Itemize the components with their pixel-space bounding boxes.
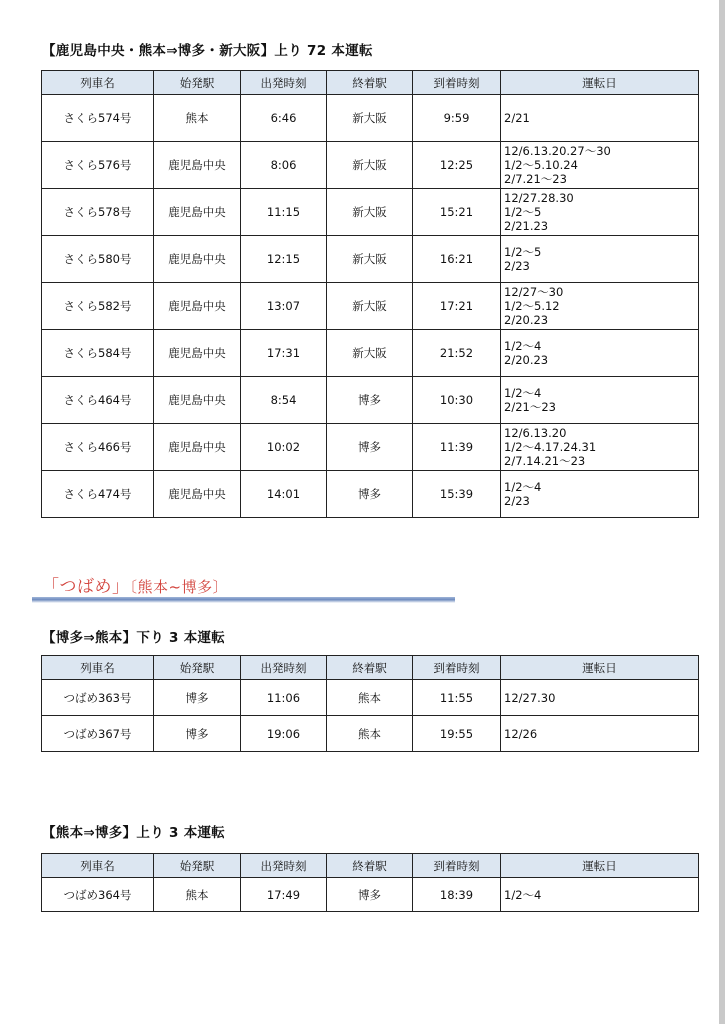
operation-day-line: 1/2～4.17.24.31 — [504, 440, 597, 454]
operation-day-line: 2/21.23 — [504, 219, 549, 233]
operation-day-line: 1/2～4 — [504, 386, 542, 400]
table-row — [42, 377, 699, 424]
operation-days-cell — [501, 424, 699, 471]
origin-cell: 熊本 — [154, 95, 241, 142]
col-arrival: 到着時刻 — [413, 656, 501, 680]
operation-days-cell — [501, 283, 699, 330]
destination-cell: 熊本 — [327, 680, 413, 716]
table-header-row — [42, 656, 699, 680]
departure-cell: 6:46 — [241, 95, 327, 142]
arrival-cell: 9:59 — [413, 95, 501, 142]
destination-cell: 博多 — [327, 471, 413, 518]
timetable-tsubame-nobori — [41, 853, 699, 912]
origin-cell: 鹿児島中央 — [154, 424, 241, 471]
arrival-cell: 18:39 — [413, 878, 501, 912]
col-departure: 出発時刻 — [241, 71, 327, 95]
operation-days-cell — [501, 330, 699, 377]
origin-cell: 熊本 — [154, 878, 241, 912]
destination-cell: 新大阪 — [327, 189, 413, 236]
departure-cell: 8:06 — [241, 142, 327, 189]
arrival-cell: 19:55 — [413, 716, 501, 752]
operation-day-line: 12/27～30 — [504, 285, 564, 299]
tsubame-subtitle: 〔熊本~博多〕 — [129, 578, 229, 596]
table-row — [42, 189, 699, 236]
operation-day-line: 2/23 — [504, 494, 530, 508]
operation-day-line: 1/2～5 — [504, 245, 542, 259]
arrival-cell: 15:21 — [413, 189, 501, 236]
operation-day-line: 1/2～5.12 — [504, 299, 560, 313]
arrival-cell: 15:39 — [413, 471, 501, 518]
operation-days-cell — [501, 878, 699, 912]
arrival-cell: 17:21 — [413, 283, 501, 330]
train-name-cell: さくら466号 — [42, 424, 154, 471]
col-train-name: 列車名 — [42, 854, 154, 878]
col-arrival: 到着時刻 — [413, 71, 501, 95]
origin-cell: 鹿児島中央 — [154, 283, 241, 330]
departure-cell: 13:07 — [241, 283, 327, 330]
table-row — [42, 878, 699, 912]
origin-cell: 鹿児島中央 — [154, 189, 241, 236]
departure-cell: 10:02 — [241, 424, 327, 471]
table-row — [42, 716, 699, 752]
table-row — [42, 424, 699, 471]
operation-day-line: 12/6.13.20 — [504, 426, 567, 440]
arrival-cell: 16:21 — [413, 236, 501, 283]
origin-cell: 鹿児島中央 — [154, 236, 241, 283]
destination-cell: 博多 — [327, 878, 413, 912]
operation-day-line: 12/27.28.30 — [504, 191, 574, 205]
train-name-cell: つばめ363号 — [42, 680, 154, 716]
operation-days-cell — [501, 680, 699, 716]
col-destination: 終着駅 — [327, 71, 413, 95]
departure-cell: 17:31 — [241, 330, 327, 377]
train-name-cell: さくら582号 — [42, 283, 154, 330]
operation-days-cell — [501, 716, 699, 752]
destination-cell: 新大阪 — [327, 236, 413, 283]
operation-days-cell — [501, 471, 699, 518]
operation-day-line: 1/2～5.10.24 — [504, 158, 578, 172]
operation-day-line: 12/26 — [504, 726, 538, 741]
table-body — [42, 878, 699, 912]
departure-cell: 19:06 — [241, 716, 327, 752]
timetable-sakura-nobori — [41, 70, 699, 518]
title-underline — [32, 597, 455, 603]
train-name-cell: さくら584号 — [42, 330, 154, 377]
destination-cell: 博多 — [327, 377, 413, 424]
arrival-cell: 11:55 — [413, 680, 501, 716]
timetable-tsubame-kudari — [41, 655, 699, 752]
departure-cell: 12:15 — [241, 236, 327, 283]
operation-day-line: 1/2～4 — [504, 887, 542, 902]
operation-day-line: 2/20.23 — [504, 313, 549, 327]
operation-day-line: 2/23 — [504, 259, 530, 273]
departure-cell: 11:15 — [241, 189, 327, 236]
origin-cell: 鹿児島中央 — [154, 142, 241, 189]
destination-cell: 新大阪 — [327, 95, 413, 142]
col-origin: 始発駅 — [154, 656, 241, 680]
operation-day-line: 2/21～23 — [504, 400, 556, 414]
table-header-row — [42, 854, 699, 878]
operation-day-line: 2/20.23 — [504, 353, 549, 367]
arrival-cell: 11:39 — [413, 424, 501, 471]
table-row — [42, 236, 699, 283]
train-name-cell: さくら580号 — [42, 236, 154, 283]
table-row — [42, 471, 699, 518]
operation-days-cell — [501, 95, 699, 142]
arrival-cell: 12:25 — [413, 142, 501, 189]
operation-day-line: 2/7.21～23 — [504, 172, 567, 186]
operation-day-line: 2/21 — [504, 111, 530, 125]
tsubame-section-title — [42, 572, 228, 597]
arrival-cell: 21:52 — [413, 330, 501, 377]
operation-days-cell — [501, 236, 699, 283]
destination-cell: 新大阪 — [327, 330, 413, 377]
table-row — [42, 680, 699, 716]
train-name-cell: さくら574号 — [42, 95, 154, 142]
origin-cell: 博多 — [154, 680, 241, 716]
table-body — [42, 95, 699, 518]
section2-heading: 【博多⇒熊本】下り 3 本運転 — [42, 630, 226, 646]
operation-days-cell — [501, 189, 699, 236]
col-origin: 始発駅 — [154, 854, 241, 878]
origin-cell: 鹿児島中央 — [154, 330, 241, 377]
col-destination: 終着駅 — [327, 854, 413, 878]
train-name-cell: つばめ364号 — [42, 878, 154, 912]
col-operation-days: 運転日 — [501, 656, 699, 680]
departure-cell: 11:06 — [241, 680, 327, 716]
page-right-edge — [719, 0, 725, 1024]
operation-day-line: 12/6.13.20.27～30 — [504, 144, 611, 158]
table-row — [42, 283, 699, 330]
destination-cell: 新大阪 — [327, 283, 413, 330]
col-arrival: 到着時刻 — [413, 854, 501, 878]
table-row — [42, 330, 699, 377]
operation-day-line: 1/2～5 — [504, 205, 542, 219]
col-train-name: 列車名 — [42, 656, 154, 680]
col-operation-days: 運転日 — [501, 854, 699, 878]
table-body — [42, 680, 699, 752]
origin-cell: 鹿児島中央 — [154, 471, 241, 518]
table-row — [42, 95, 699, 142]
destination-cell: 新大阪 — [327, 142, 413, 189]
operation-day-line: 1/2～4 — [504, 480, 542, 494]
destination-cell: 博多 — [327, 424, 413, 471]
train-name-cell: さくら474号 — [42, 471, 154, 518]
col-operation-days: 運転日 — [501, 71, 699, 95]
table-header-row — [42, 71, 699, 95]
section3-heading: 【熊本⇒博多】上り 3 本運転 — [42, 825, 226, 841]
col-departure: 出発時刻 — [241, 656, 327, 680]
operation-days-cell — [501, 142, 699, 189]
table-row — [42, 142, 699, 189]
operation-day-line: 12/27.30 — [504, 690, 556, 705]
departure-cell: 17:49 — [241, 878, 327, 912]
col-departure: 出発時刻 — [241, 854, 327, 878]
train-name-cell: さくら464号 — [42, 377, 154, 424]
train-name-cell: さくら576号 — [42, 142, 154, 189]
train-name-cell: つばめ367号 — [42, 716, 154, 752]
col-destination: 終着駅 — [327, 656, 413, 680]
destination-cell: 熊本 — [327, 716, 413, 752]
operation-day-line: 2/7.14.21～23 — [504, 454, 586, 468]
train-name-cell: さくら578号 — [42, 189, 154, 236]
col-train-name: 列車名 — [42, 71, 154, 95]
operation-day-line: 1/2～4 — [504, 339, 542, 353]
operation-days-cell — [501, 377, 699, 424]
origin-cell: 博多 — [154, 716, 241, 752]
departure-cell: 14:01 — [241, 471, 327, 518]
col-origin: 始発駅 — [154, 71, 241, 95]
section1-heading: 【鹿児島中央・熊本⇒博多・新大阪】上り 72 本運転 — [42, 43, 373, 59]
departure-cell: 8:54 — [241, 377, 327, 424]
tsubame-title: 「つばめ」 — [42, 577, 130, 597]
arrival-cell: 10:30 — [413, 377, 501, 424]
origin-cell: 鹿児島中央 — [154, 377, 241, 424]
